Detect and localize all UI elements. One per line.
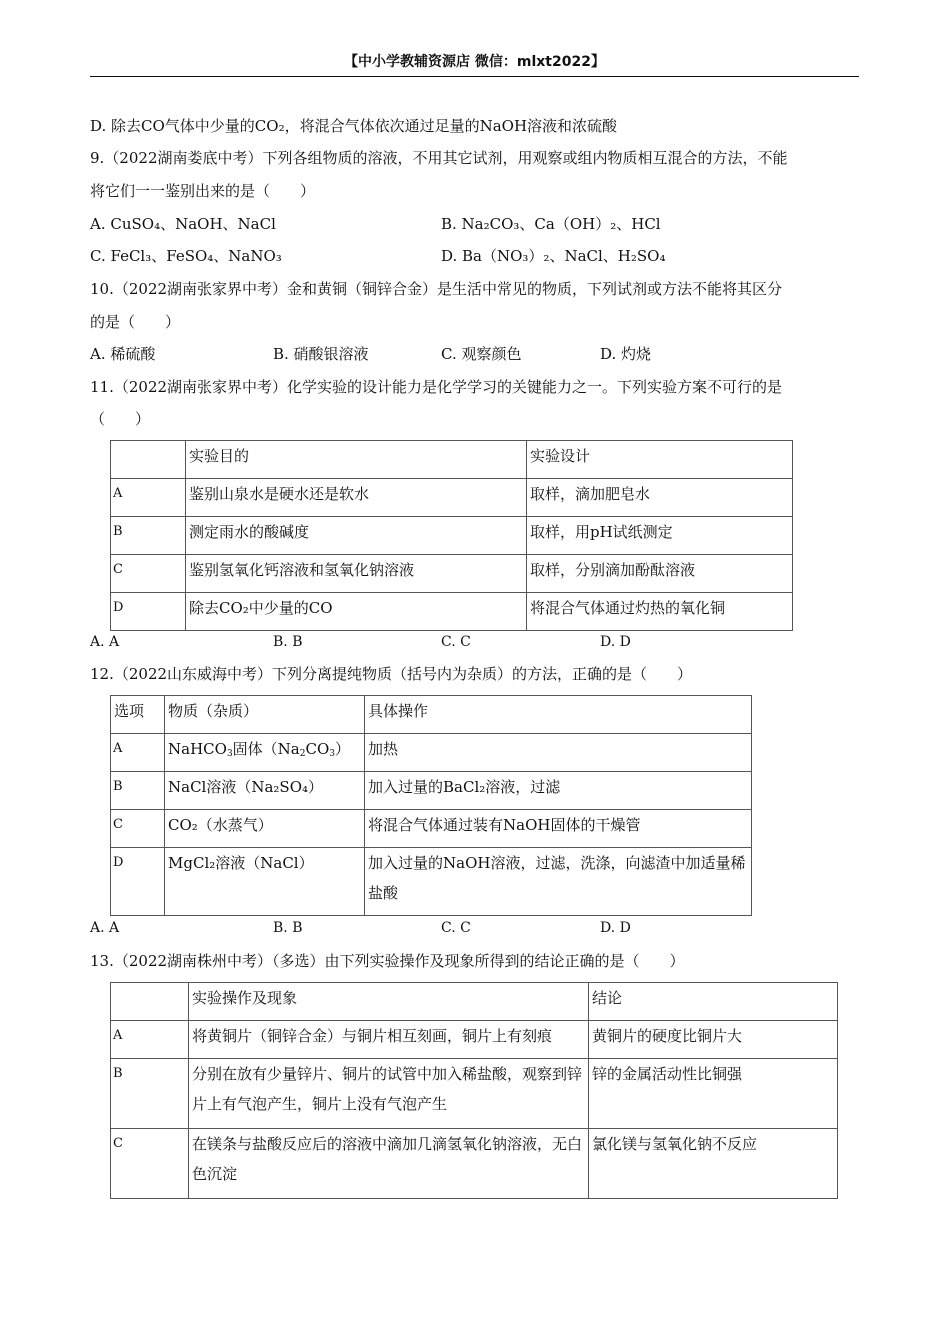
q11-stem-line1: 11.（2022湖南张家界中考）化学实验的设计能力是化学学习的关键能力之一。下列实验方案不可行的是 <box>90 378 783 396</box>
table-cell: MgCl₂溶液（NaCl） <box>165 848 365 916</box>
table-row <box>111 810 752 848</box>
q13-table <box>110 982 838 1199</box>
table-cell: 将黄铜片（铜锌合金）与铜片相互刻画，铜片上有刻痕 <box>189 1021 589 1059</box>
table-cell: 取样，滴加肥皂水 <box>527 479 793 517</box>
table-cell: 将混合气体通过装有NaOH固体的干燥管 <box>365 810 752 848</box>
q11-answer-b: B. B <box>273 634 303 650</box>
row-label: A <box>111 734 165 772</box>
table-cell: 加入过量的BaCl₂溶液，过滤 <box>365 772 752 810</box>
q10-option-a: A. 稀硫酸 <box>90 345 156 363</box>
q11-answer-d: D. D <box>600 634 631 650</box>
row-label: A <box>111 479 186 517</box>
table-row <box>111 479 793 517</box>
header-cell <box>111 983 189 1021</box>
table-cell: 鉴别山泉水是硬水还是软水 <box>186 479 527 517</box>
table-row <box>111 593 793 631</box>
table-cell: 氯化镁与氢氧化钠不反应 <box>589 1129 838 1199</box>
q12-answer-b: B. B <box>273 920 303 936</box>
header-cell: 实验操作及现象 <box>189 983 589 1021</box>
q9-option-a: A. CuSO₄、NaOH、NaCl <box>90 215 276 233</box>
table-cell: 取样，分别滴加酚酞溶液 <box>527 555 793 593</box>
table-cell: 测定雨水的酸碱度 <box>186 517 527 555</box>
table-row <box>111 734 752 772</box>
q12-answer-c: C. C <box>441 920 471 936</box>
q12-answer-d: D. D <box>600 920 631 936</box>
table-cell: 将混合气体通过灼热的氧化铜 <box>527 593 793 631</box>
table-cell: 加热 <box>365 734 752 772</box>
q10-option-c: C. 观察颜色 <box>441 345 522 363</box>
q12-answer-a: A. A <box>90 920 120 936</box>
table-header-row <box>111 441 793 479</box>
q9-option-b: B. Na₂CO₃、Ca（OH）₂、HCl <box>441 215 661 233</box>
q10-stem-line1: 10.（2022湖南张家界中考）金和黄铜（铜锌合金）是生活中常见的物质，下列试剂或方法不能将其区分 <box>90 280 783 298</box>
header-cell: 选项 <box>111 696 165 734</box>
q11-table <box>110 440 793 631</box>
q10-option-b: B. 硝酸银溶液 <box>273 345 369 363</box>
header-cell: 物质（杂质） <box>165 696 365 734</box>
row-label: D <box>111 848 165 916</box>
q8-option-d: D. 除去CO气体中少量的CO₂，将混合气体依次通过足量的NaOH溶液和浓硫酸 <box>90 117 618 135</box>
table-cell: 黄铜片的硬度比铜片大 <box>589 1021 838 1059</box>
q11-answer-c: C. C <box>441 634 471 650</box>
table-row <box>111 1021 838 1059</box>
q11-stem-line2: （ ） <box>90 410 151 428</box>
row-label: C <box>111 1129 189 1199</box>
header-cell: 实验设计 <box>527 441 793 479</box>
q10-stem-line2: 的是（ ） <box>90 313 181 331</box>
q11-answer-a: A. A <box>90 634 120 650</box>
table-row <box>111 1129 838 1199</box>
q12-stem: 12.（2022山东威海中考）下列分离提纯物质（括号内为杂质）的方法，正确的是（ ） <box>90 665 693 683</box>
row-label: B <box>111 1059 189 1129</box>
row-label: C <box>111 555 186 593</box>
table-header-row <box>111 696 752 734</box>
table-cell: NaCl溶液（Na₂SO₄） <box>165 772 365 810</box>
table-row <box>111 772 752 810</box>
table-cell: 鉴别氢氧化钙溶液和氢氧化钠溶液 <box>186 555 527 593</box>
table-row <box>111 1059 838 1129</box>
q10-option-d: D. 灼烧 <box>600 345 652 363</box>
q13-stem: 13.（2022湖南株州中考）（多选）由下列实验操作及现象所得到的结论正确的是（ ） <box>90 952 685 970</box>
header-cell: 具体操作 <box>365 696 752 734</box>
table-cell: 加入过量的NaOH溶液，过滤，洗涤，向滤渣中加适量稀盐酸 <box>365 848 752 916</box>
table-row <box>111 517 793 555</box>
header-cell <box>111 441 186 479</box>
table-row <box>111 555 793 593</box>
row-label: B <box>111 517 186 555</box>
row-label: C <box>111 810 165 848</box>
q9-stem-line1: 9.（2022湖南娄底中考）下列各组物质的溶液，不用其它试剂，用观察或组内物质相互混合的方法，不能 <box>90 149 788 167</box>
header-cell: 结论 <box>589 983 838 1021</box>
table-header-row <box>111 983 838 1021</box>
q9-stem-line2: 将它们一一鉴别出来的是（ ） <box>90 182 316 200</box>
table-cell: 分别在放有少量锌片、铜片的试管中加入稀盐酸，观察到锌片上有气泡产生，铜片上没有气泡产生 <box>189 1059 589 1129</box>
table-cell: 在镁条与盐酸反应后的溶液中滴加几滴氢氧化钠溶液，无白色沉淀 <box>189 1129 589 1199</box>
table-row <box>111 848 752 916</box>
row-label: B <box>111 772 165 810</box>
table-cell: 除去CO₂中少量的CO <box>186 593 527 631</box>
table-cell: CO₂（水蒸气） <box>165 810 365 848</box>
table-cell: 取样，用pH试纸测定 <box>527 517 793 555</box>
q12-table <box>110 695 752 916</box>
row-label: D <box>111 593 186 631</box>
header-cell: 实验目的 <box>186 441 527 479</box>
table-cell: 锌的金属活动性比铜强 <box>589 1059 838 1129</box>
q9-option-d: D. Ba（NO₃）₂、NaCl、H₂SO₄ <box>441 247 666 265</box>
q9-option-c: C. FeCl₃、FeSO₄、NaNO₃ <box>90 247 282 265</box>
row-label: A <box>111 1021 189 1059</box>
page-header: 【中小学教辅资源店 微信：mlxt2022】 <box>90 52 859 77</box>
table-cell: NaHCO$_3$固体$(Na_2CO_3)$ <box>165 734 365 772</box>
